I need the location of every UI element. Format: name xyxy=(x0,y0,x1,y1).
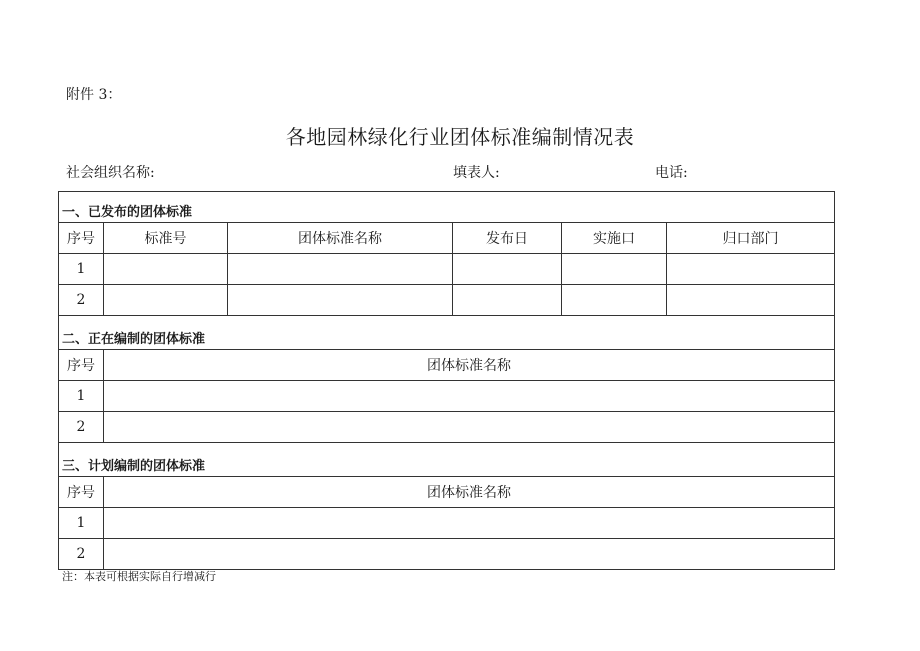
phone-label: 电话: xyxy=(655,165,688,181)
standard-name-cell[interactable] xyxy=(228,285,453,316)
col-header-department: 归口部门 xyxy=(667,223,835,254)
col-header-implement-date: 实施口 xyxy=(562,223,667,254)
row-index: 1 xyxy=(59,508,104,539)
standard-name-cell[interactable] xyxy=(104,508,835,539)
col-header-standard-no: 标准号 xyxy=(104,223,228,254)
section3-title: 三、计划编制的团体标准 xyxy=(59,443,835,477)
table-header-row xyxy=(59,223,835,254)
col-header-index: 序号 xyxy=(59,350,104,381)
publish-date-cell[interactable] xyxy=(453,254,562,285)
filler-label: 填表人: xyxy=(453,165,500,181)
table-header-row xyxy=(59,477,835,508)
section-row xyxy=(59,443,835,477)
row-index: 2 xyxy=(59,285,104,316)
department-cell[interactable] xyxy=(667,285,835,316)
standard-name-cell[interactable] xyxy=(228,254,453,285)
implement-date-cell[interactable] xyxy=(562,254,667,285)
publish-date-cell[interactable] xyxy=(453,285,562,316)
section1-title: 一、已发布的团体标准 xyxy=(59,192,835,223)
col-header-standard-name: 团体标准名称 xyxy=(104,477,835,508)
department-cell[interactable] xyxy=(667,254,835,285)
org-name-label: 社会组织名称: xyxy=(66,165,155,181)
implement-date-cell[interactable] xyxy=(562,285,667,316)
col-header-index: 序号 xyxy=(59,477,104,508)
standard-name-cell[interactable] xyxy=(104,381,835,412)
table-row xyxy=(59,254,835,285)
page-title: 各地园林绿化行业团体标准编制情况表 xyxy=(285,125,635,149)
footnote: 注：本表可根据实际自行增减行 xyxy=(62,570,216,583)
standard-no-cell[interactable] xyxy=(104,254,228,285)
standards-table xyxy=(58,191,835,570)
col-header-index: 序号 xyxy=(59,223,104,254)
standard-name-cell[interactable] xyxy=(104,539,835,570)
table-row xyxy=(59,539,835,570)
standard-no-cell[interactable] xyxy=(104,285,228,316)
row-index: 1 xyxy=(59,381,104,412)
section2-title: 二、正在编制的团体标准 xyxy=(59,316,835,350)
table-row xyxy=(59,381,835,412)
row-index: 2 xyxy=(59,412,104,443)
section-row xyxy=(59,316,835,350)
table-row xyxy=(59,412,835,443)
attachment-label: 附件 3： xyxy=(66,87,122,103)
table-row xyxy=(59,508,835,539)
col-header-publish-date: 发布日 xyxy=(453,223,562,254)
standard-name-cell[interactable] xyxy=(104,412,835,443)
col-header-standard-name: 团体标准名称 xyxy=(104,350,835,381)
section-row xyxy=(59,192,835,223)
row-index: 1 xyxy=(59,254,104,285)
col-header-standard-name: 团体标准名称 xyxy=(228,223,453,254)
row-index: 2 xyxy=(59,539,104,570)
table-header-row xyxy=(59,350,835,381)
table-row xyxy=(59,285,835,316)
